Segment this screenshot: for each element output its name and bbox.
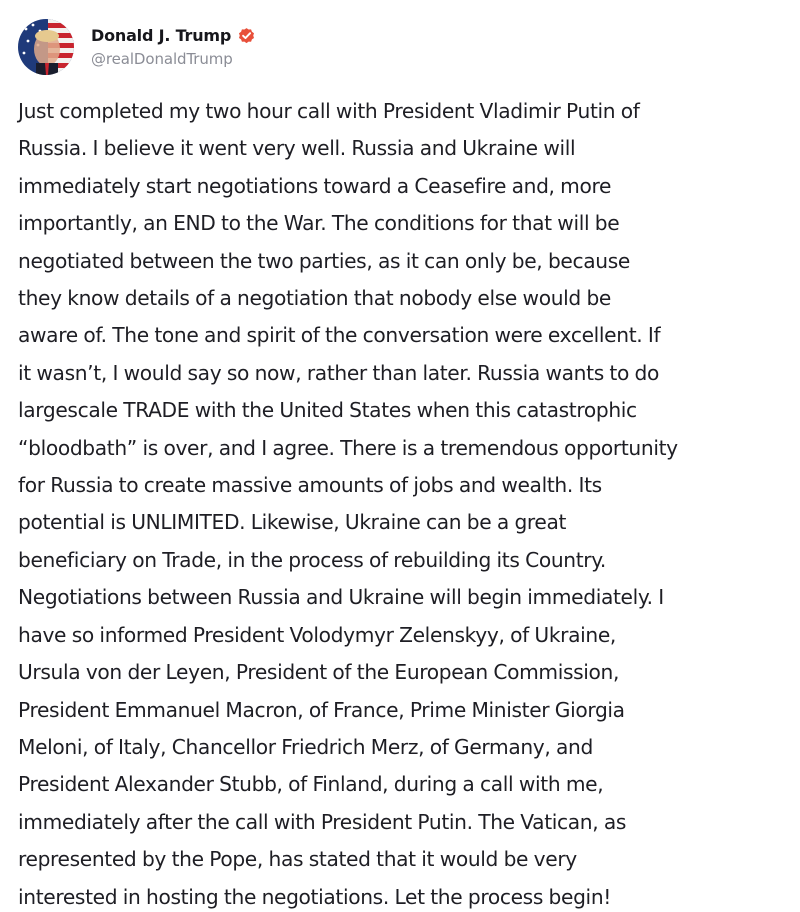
post-text-line: “bloodbath” is over, and I agree. There is a tremendous opportunity: [18, 435, 678, 460]
post-text-line: they know details of a negotiation that nobody else would be: [18, 286, 611, 311]
post-text-line: Negotiations between Russia and Ukraine will begin immediately. I: [18, 585, 664, 610]
post-text-line: beneficiary on Trade, in the process of rebuilding its Country.: [18, 547, 607, 572]
author-name-row: [91, 22, 256, 48]
post-text-line: Just completed my two hour call with President Vladimir Putin of: [18, 99, 640, 123]
post-text-line: immediately after the call with President Putin. The Vatican, as: [18, 809, 627, 834]
post-text-line: negotiated between the two parties, as it can only be, because: [18, 248, 630, 273]
post-text-line: President Emmanuel Macron, of France, Prime Minister Giorgia: [18, 697, 625, 722]
author-identity: [91, 22, 256, 68]
post-text-line: have so informed President Volodymyr Zelenskyy, of Ukraine,: [18, 622, 616, 647]
post-text-line: interested in hosting the negotiations. Let the process begin!: [18, 884, 612, 909]
profile-avatar-icon[interactable]: [18, 19, 74, 75]
post-text-line: potential is UNLIMITED. Likewise, Ukraine can be a great: [18, 510, 567, 535]
post-text-line: importantly, an END to the War. The conditions for that will be: [18, 211, 620, 236]
post-text-line: it wasn’t, I would say so now, rather than later. Russia wants to do: [18, 360, 660, 385]
author-display-name[interactable]: Donald J. Trump: [91, 25, 232, 45]
post-header: [18, 18, 800, 76]
verified-badge-icon: [237, 26, 256, 45]
post-body: [18, 93, 793, 912]
post-text-line: President Alexander Stubb, of Finland, during a call with me,: [18, 772, 604, 797]
post-text-line: Russia. I believe it went very well. Russia and Ukraine will: [18, 136, 576, 161]
post-text-line: Ursula von der Leyen, President of the European Commission,: [18, 660, 620, 685]
post-text-line: Meloni, of Italy, Chancellor Friedrich Merz, of Germany, and: [18, 734, 593, 759]
post-text-line: immediately start negotiations toward a Ceasefire and, more: [18, 173, 612, 198]
author-handle[interactable]: @realDonaldTrump: [91, 50, 233, 68]
post-text-line: aware of. The tone and spirit of the conversation were excellent. If: [18, 323, 661, 348]
post-text-line: largescale TRADE with the United States when this catastrophic: [18, 398, 637, 423]
post-text-line: represented by the Pope, has stated that it would be very: [18, 847, 577, 872]
post-text-line: for Russia to create massive amounts of jobs and wealth. Its: [18, 473, 602, 498]
